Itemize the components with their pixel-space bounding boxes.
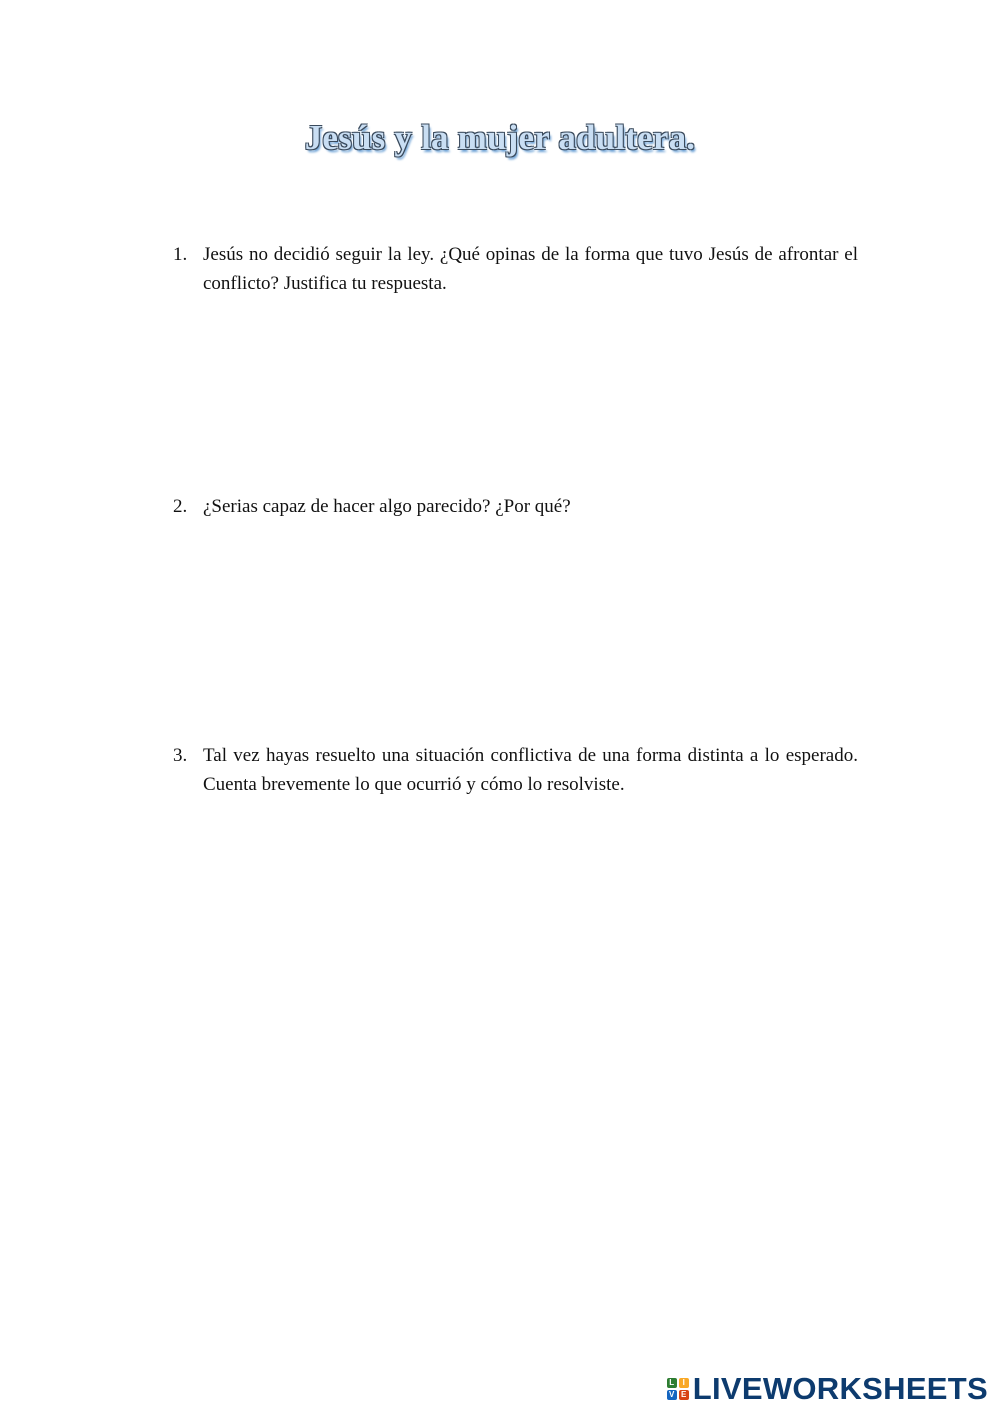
- question-1: [173, 240, 858, 298]
- question-text: ¿Serias capaz de hacer algo parecido? ¿Por qué?: [203, 496, 571, 517]
- question-number: 3.: [173, 745, 188, 766]
- logo-letter-i: I: [679, 1378, 689, 1388]
- liveworksheets-logo[interactable]: [667, 1371, 988, 1406]
- logo-text: LIVEWORKSHEETS: [692, 1371, 988, 1406]
- page-title: Jesús y la mujer adultera.: [304, 118, 696, 157]
- logo-mark-icon: [667, 1378, 689, 1400]
- question-text: Jesús no decidió seguir la ley. ¿Qué opinas de la forma que tuvo Jesús de afrontar el conflicto? Justifica tu respuesta.: [203, 244, 858, 294]
- logo-letter-l: L: [667, 1378, 677, 1388]
- question-number: 2.: [173, 496, 188, 517]
- question-text: Tal vez hayas resuelto una situación conflictiva de una forma distinta a lo esperado. Cuenta brevemente lo que ocurrió y cómo lo resolviste.: [203, 745, 858, 795]
- logo-letter-v: V: [667, 1390, 677, 1400]
- logo-letter-e: E: [679, 1390, 689, 1400]
- question-2: [173, 492, 858, 521]
- question-number: 1.: [173, 244, 188, 265]
- question-3: [173, 741, 858, 799]
